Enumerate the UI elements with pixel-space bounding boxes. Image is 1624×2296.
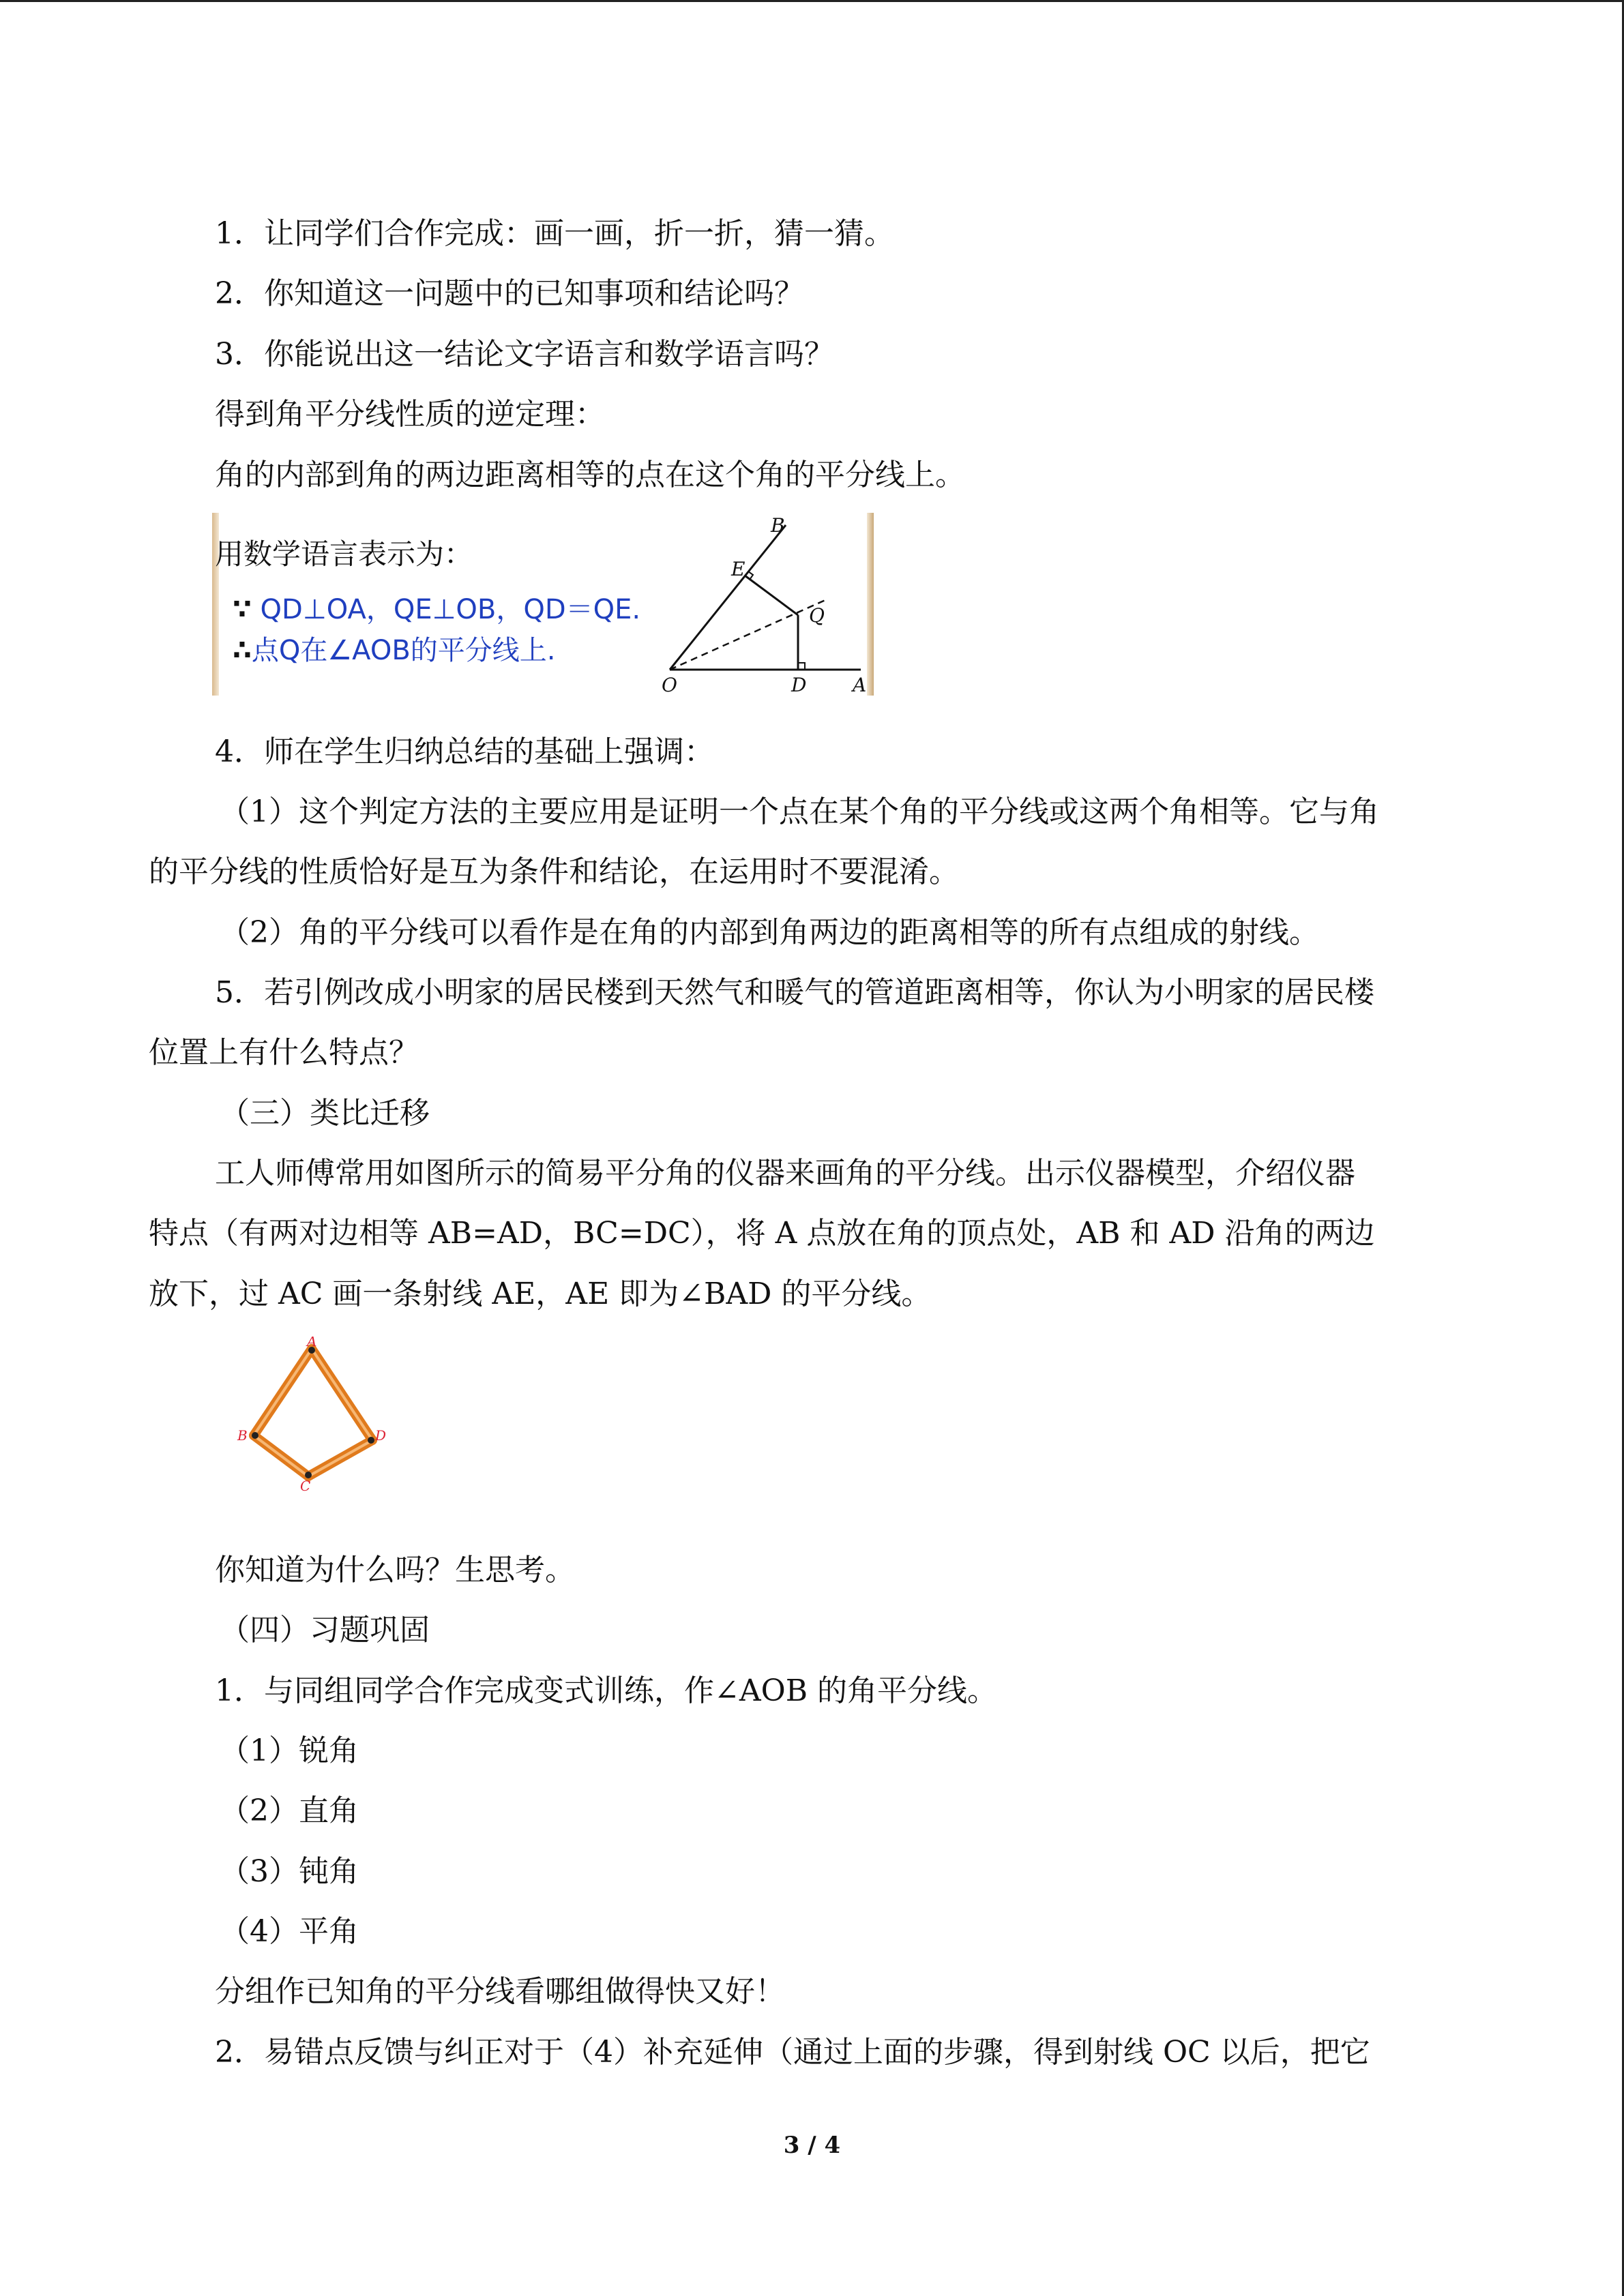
label-b: B: [771, 514, 785, 537]
paragraph-20: 2．易错点反馈与纠正对于（4）补充延伸（通过上面的步骤，得到射线 OC 以后，把它: [215, 2035, 1370, 2070]
because-text: QD⊥OA，QE⊥OB，QD＝QE.: [251, 594, 641, 625]
paragraph-7a: （1）这个判定方法的主要应用是证明一个点在某个角的平分线或这两个角相等。它与角: [220, 794, 1379, 829]
bisector-line: [670, 600, 825, 670]
exercise-1: 1．与同组同学合作完成变式训练，作∠AOB 的角平分线。: [215, 1673, 998, 1708]
exercise-1-case-1: （1）锐角: [220, 1733, 359, 1768]
formula-because-line: [233, 588, 640, 627]
exercise-1-case-2: （2）直角: [220, 1793, 359, 1828]
label-q: Q: [809, 604, 825, 627]
pivot-b: [252, 1432, 259, 1439]
exercise-1-case-3: （3）钝角: [220, 1854, 359, 1889]
exercise-1-case-4: （4）平角: [220, 1914, 359, 1949]
bisector-instrument-diagram: [205, 1337, 396, 1500]
label-o: O: [662, 674, 677, 696]
label-e: E: [731, 558, 745, 580]
label-d: D: [791, 674, 807, 696]
pivot-d: [368, 1437, 374, 1444]
because-symbol: ∵: [233, 594, 252, 625]
label-c: C: [300, 1478, 311, 1494]
paragraph-3: 3．你能说出这一结论文字语言和数学语言吗？: [215, 337, 834, 372]
therefore-symbol: ∴: [233, 635, 252, 666]
paragraph-4: 得到角平分线性质的逆定理：: [215, 397, 605, 432]
section-heading-3: （三）类比迁移: [220, 1096, 430, 1131]
label-a: A: [307, 1337, 317, 1350]
section-heading-4: （四）习题巩固: [220, 1613, 430, 1648]
rod-ad-highlight: [312, 1349, 372, 1440]
paragraph-11b: 特点（有两对边相等 AB=AD，BC=DC），将 A 点放在角的顶点处，AB 和 AD 沿角的两边: [149, 1216, 1375, 1251]
paragraph-1: 1．让同学们合作完成：画一画，折一折，猜一猜。: [215, 216, 894, 251]
formula-therefore-line: [233, 629, 556, 668]
rod-dc-highlight: [308, 1440, 372, 1476]
paragraph-11a: 工人师傅常用如图所示的简易平分角的仪器来画角的平分线。出示仪器模型，介绍仪器: [215, 1156, 1355, 1191]
rod-ab-highlight: [254, 1349, 312, 1435]
therefore-text: 点Q在∠AOB的平分线上.: [251, 635, 556, 666]
angle-bisector-diagram: [655, 513, 873, 696]
paragraph-6: 4．师在学生归纳总结的基础上强调：: [215, 734, 714, 769]
paragraph-9b: 位置上有什么特点？: [149, 1035, 419, 1070]
paragraph-9a: 5．若引例改成小明家的居民楼到天然气和暖气的管道距离相等，你认为小明家的居民楼: [215, 975, 1374, 1010]
page-number: 3 / 4: [783, 2132, 841, 2159]
paragraph-7b: 的平分线的性质恰好是互为条件和结论，在运用时不要混淆。: [149, 854, 959, 889]
paragraph-8: （2）角的平分线可以看作是在角的内部到角两边的距离相等的所有点组成的射线。: [220, 915, 1319, 950]
label-a: A: [853, 674, 867, 696]
label-b: B: [237, 1427, 248, 1444]
ray-ob: [670, 525, 786, 670]
paragraph-12: 你知道为什么吗？生思考。: [215, 1553, 575, 1587]
rod-bc-highlight: [254, 1435, 308, 1476]
formula-title: 用数学语言表示为：: [215, 537, 473, 571]
paragraph-2: 2．你知道这一问题中的已知事项和结论吗？: [215, 276, 804, 311]
label-d: D: [375, 1427, 387, 1444]
segment-qe: [745, 576, 798, 615]
page-border-top: [0, 0, 1624, 2]
paragraph-11c: 放下，过 AC 画一条射线 AE，AE 即为∠BAD 的平分线。: [149, 1277, 932, 1311]
paragraph-19: 分组作已知角的平分线看哪组做得快又好！: [215, 1974, 785, 2009]
theorem-statement: 角的内部到角的两边距离相等的点在这个角的平分线上。: [215, 458, 965, 492]
